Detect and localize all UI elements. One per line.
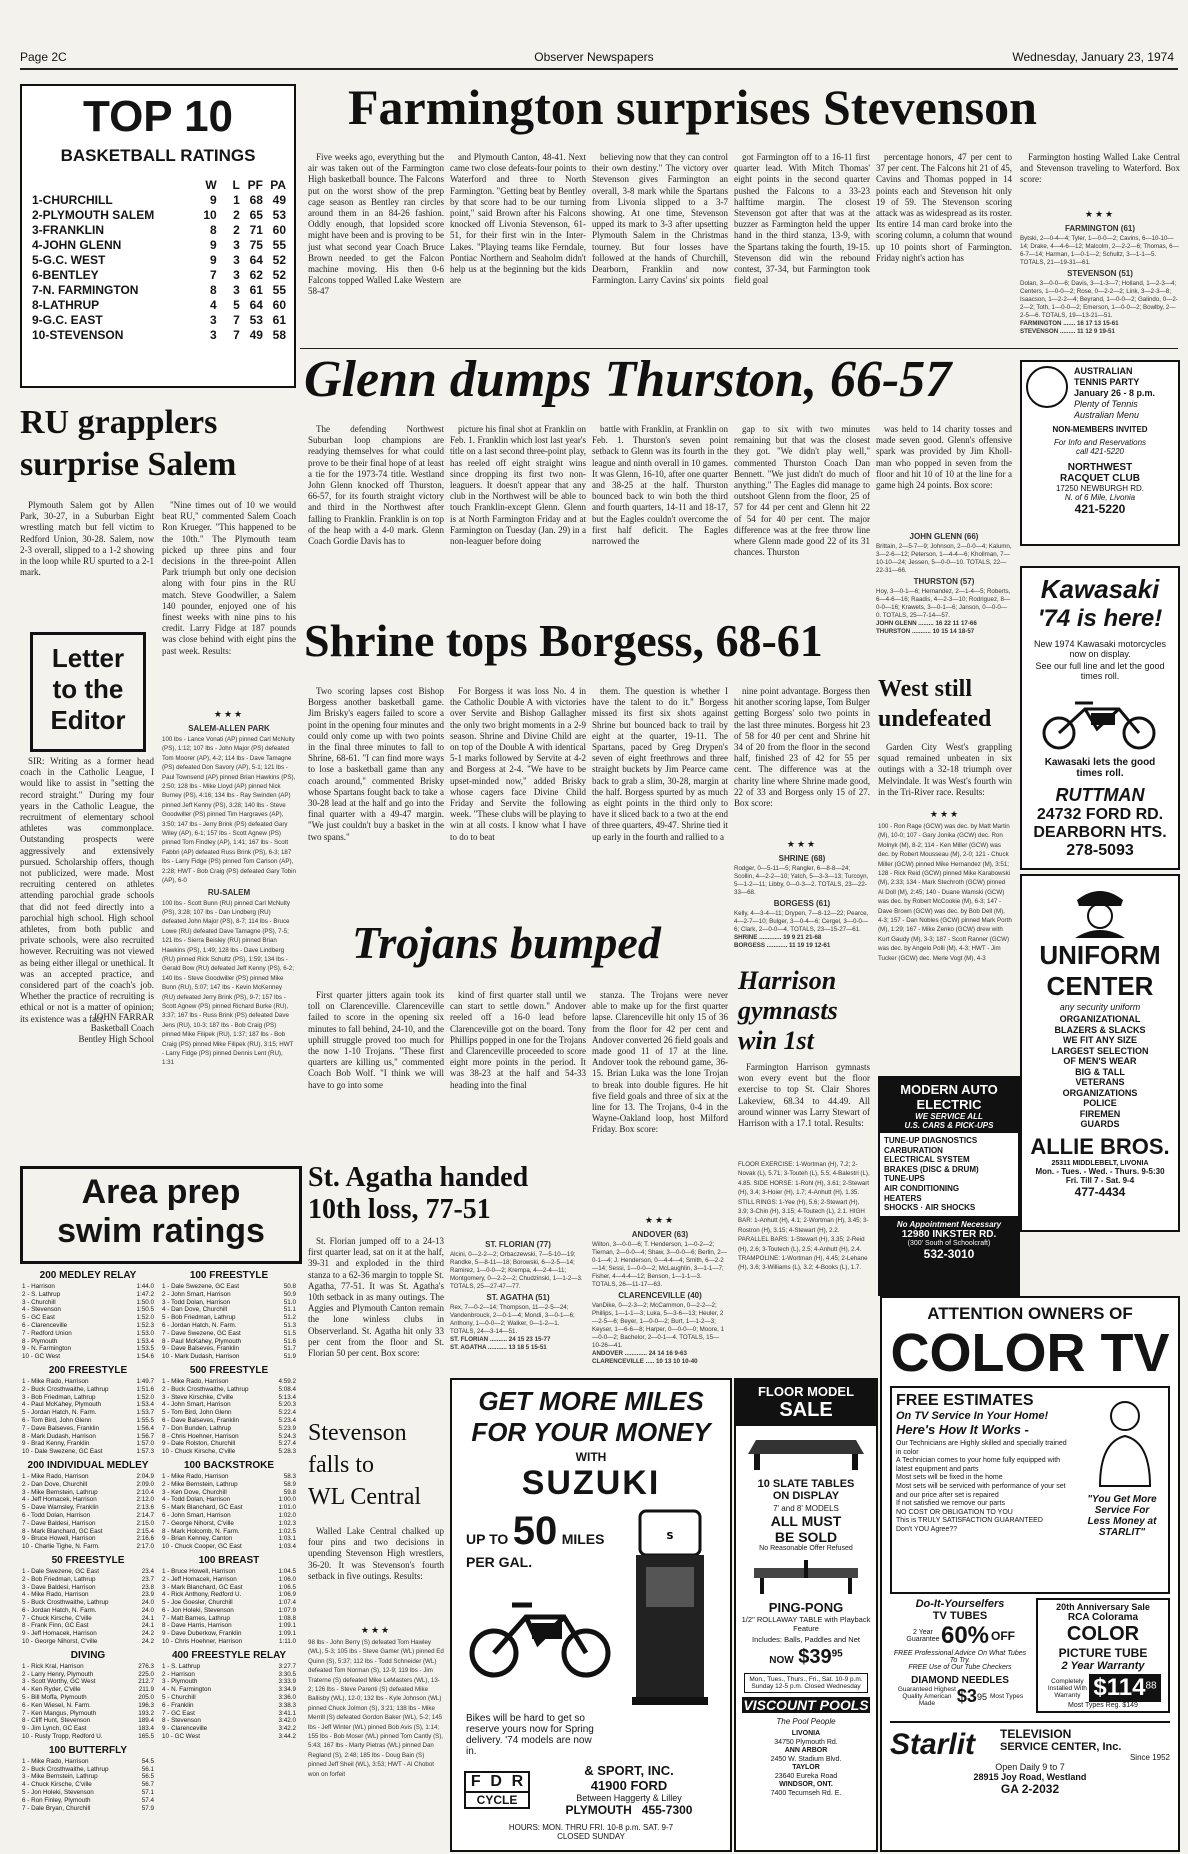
swim-rating-row: 8 - Mark Blanchard, GC East 2:15.4 — [22, 1527, 154, 1535]
swim-rating-row: 2 - Jeff Homacek, Harrison 1:06.0 — [162, 1575, 296, 1583]
swim-rating-row: 3 - Dave Baldesi, Harrison 23.8 — [22, 1583, 154, 1591]
separator-stars: ★★★ — [786, 840, 818, 850]
trojans-box-score: ANDOVER (63) Wilton, 3—0-0—6; T. Henderson, 1—0-2—2; Tiernan, 2—0-0—4; Shaw, 3—0-0—6; Berlin, 2—0-1—4; J. Henderson, 0—4-4—4; Smith, 6—2-2—14; Sessi, 1—0-0—2; McLaughlin, 3—1-1—7; Fisher, 4—4-4—12; Benson, 1—1-1—3. TOTALS, 26—11-17—63. CLARENCEVILLE (40) VanDike, 0—2-3—2; McCammon, 0—2-2—2; Phillips, 1—1-1—3; Luka, 5—3-6—13; Heuler, 2—2-5—6; Beyer, 1—0-0—2; Burt, 1—1-2—3; Keyser, 1—6-6—8; Harper, 0—0-0—0; Moore, 1—0-0—2; Bachelor, 2—0-1—4. TOTALS, 15—10-26—41. ANDOVER ............. 24 14 16 9-63 CLARENCEVILLE ..... 10 13 10 10-40 — [592, 1230, 727, 1365]
uniform-ad-item: OF MEN'S WEAR — [1063, 1056, 1137, 1066]
tv-service-point: A Technician comes to your home fully equipped with latest equipment and parts — [896, 1457, 1061, 1473]
swim-rating-row: 7 - Don Bunden, Lathrup 5:23.9 — [162, 1424, 296, 1432]
swim-rating-row: 10 - GC West 3:44.2 — [162, 1733, 296, 1741]
tv-service-point: This is TRULY SATISFACTION GUARANTEED — [896, 1517, 1043, 1525]
glenn-box-score: JOHN GLENN (66) Brittain, 2—5-7—9; Johnson, 2—0-0—4; Kalumn, 3—2-6—12; Peterson, 1—4-4—6; Khollman, 7—10-10—24; Jessen, 5—0-0—10. TOTALS, 22—22-31—66. THURSTON (57) Hoy, 3—0-1—6; Hernandez, 2—1-4—5; Roberts, 6—4-6—16; Raadis, 4—2-3—10; Rodriguez, 8—0-0—16; Krawets, 3—0-1—6; Janson, 0—0-0—0. TOTALS, 25—7-14—57. JOHN GLENN ......... 16 22 11 17-66 THURSTON ........... 10 15 14 18-57 — [876, 532, 1012, 635]
swim-rating-row: 1 - Mike Rado, Harrison 4:59.2 — [162, 1377, 296, 1385]
swim-rating-row: 2 - Buck Crosthwaithe, Lathrup 56.1 — [22, 1765, 154, 1773]
west-results: 100 - Ron Rage (GCW) was dec. by Matt Martin (M), 10-0; 107 - Gary Jonika (GCW) dec. Ron Molnyk (M), 8-2; 114 - Ken Miller (GCW) was dec. by Robert Mousseau (M), 2-0; 121 - Chuck Miller (GCW) pinned Mike Hernandez (M), 3:51; 128 - Rick Reid (GCW) pinned Mike Karabowski (M), 2:33; 134 - Mark Stechroth (GCW) pinned Al Doll (M), 2:45; 140 - Duane Wamski (GCW) was dec. by Robert McCookie (M), 6-3; 147 - Dave Brown (GCW) was dec. by Bob Dell (M), 4-3; 157 - Dan Nobles (GCW) pinned Mark Porth (M), 1:29; 167 - Mike Zenko (GCW) drew with Kurt Gaudy (M), 3-3; 187 - Scott Ranner (GCW) was dec. by Angelo Polli (M), 4-3; HWT - Jim Tucker (GCW) dec. Merle Vogt (M), 4-3 — [878, 823, 1012, 962]
swim-ratings-col-1: 200 MEDLEY RELAY 1 - Harrison 1:44.0 2 - S. Lathrup 1:47.2 3 - Churchill 1:50.0 4 - Stevenson 1:50.5 5 - GC East 1:52.0 6 - Clarenceville 1:52.3 7 - Redford Union 1:53.0 8 - Plymouth 1:53.4 9 - N. Farmington 1:53.5 10 - GC West 1:54.6 200 FREESTYLE 1 - Mike Rado, Harrison 1:49.7 2 - Buck Crosthwaithe, Lathrup 1:51.6 3 - Bob Friedman, Lathrup 1:52.0 4 - Paul McKahey, Plymouth 1:53.4 5 - Jordan Hatch, N. Farm. 1:53.7 6 - Tom Bird, John Glenn 1:55.5 7 - Dave Balseves, Franklin 1:56.4 8 - Mark Dudash, Harrison 1:56.7 9 - Brad Kenny, Franklin 1:57.0 10 - Dale Swezene, GC East 1:57.3 200 INDIVIDUAL MEDLEY 1 - Mike Rado, Harrison 2:04.9 2 - Dan Dove, Churchill 2:09.0 3 - Mike Bernstein, Lathrup 2:10.4 4 - Jeff Homacek, Harrison 2:12.0 5 - Dave Wamsley, Franklin 2:13.6 6 - Todd Dolan, Harrison 2:14.7 7 - Dave Baldesi, Harrison 2:15.0 8 - Mark Blanchard, GC East 2:15.4 9 - Bruce Howell, Harrison 2:16.6 10 - Charlie Tighe, N. Farm. 2:17.0 50 FREESTYLE 1 - Dale Swezene, GC East 23.4 2 - Bob Friedman, Lathrup 23.7 3 - Dave Baldesi, Harrison 23.8 4 - Mike Rado, Harrison 23.9 5 - Buck Crosthwaithe, Lathrup 24.0 6 - Jordan Hatch, N. Farm. 24.0 7 - Chuck Kirsche, C'ville 24.1 8 - Frank Finn, GC East 24.1 9 - Jeff Homacek, Harrison 24.2 10 - George Nihorst, C'ville 24.2 DIVING 1 - Rick Kral, Harrison 276.3 2 - Larry Henry, Plymouth 225.0 3 - Scott Worthy, GC West 212.7 4 - Ken Ryder, C'ville 211.9 5 - Bill Moffa, Plymouth 205.0 6 - Ken Wiesel, N. Farm. 196.3 7 - Ken Mangus, Plymouth 193.2 8 - Cliff Hunt, Stevenson 189.4 9 - Jim Lynch, GC East 183.4 10 - Rusty Tropp, Redford U. 165.5 100 BUTTERFLY 1 - Mike Rado, Harrison 54.5 2 - Buck Crosthwaithe, Lathrup 56.1 3 - Mike Bernstein, Lathrup 56.5 4 - Chuck Kirsche, C'ville 56.7 5 - Jon Holeki, Stevenson 57.1 6 - Ron Finley, Plymouth 57.4 7 - Dale Bryan, Churchill 57.9 — [22, 1270, 154, 1812]
uniform-ad-item: ORGANIZATIONS — [1062, 1087, 1138, 1098]
ru-headline-1: RU grapplers — [20, 404, 218, 441]
swim-rating-row: 1 - Mike Rado, Harrison 2:04.9 — [22, 1472, 154, 1480]
swim-rating-row: 9 - Jim Lynch, GC East 183.4 — [22, 1725, 154, 1733]
shrine-box-score: SHRINE (68) Rodger, 0—5-11—5; Rangler, 6—8-8—24; Scollin, 4—2-2—10; Yatch, 5—3-3—13; Turcoyn, 5—1-2—11; Libby, 0—0-3—2. TOTALS, 23—22-33—68. BORGESS (61) Kelly, 4—3-4—11; Drypen, 7—8-12—22; Pearce, 4—2-7—10; Bulger, 3—0-4—6; Cergel, 3—0-0—6; Clark, 2—0-0—4. TOTALS, 23—15-27—61. SHRINE ............. 19 9 21 21-68 BORGESS ............ 11 19 19 12-61 — [734, 854, 869, 949]
agatha-box-score: ST. FLORIAN (77) Alcini, 0—2-2—2; Orbaczewski, 7—5-10—19; Randke, 5—8-11—18; Borowski, 6—2-5—14; Ramirez, 1—0-0—2; Krempa, 4—2-4—11; Montgomery, 0—2-2—2; Chudzinski, 1—1-2—3. TOTALS, 25—27-47—77. ST. AGATHA (51) Rex, 7—0-2—14; Thompson, 11—2-5—24; Vandenbrouck, 2—0-1—4; Mondi, 3—0-1—6; Anthony, 1—0-0—2; Walker, 0—1-2—1. TOTALS, 24—3-14—51. ST. FLORIAN .......... 24 15 23 15-77 ST. AGATHA ........... 13 18 5 15-51 — [450, 1240, 583, 1351]
swim-rating-row: 4 - Todd Dolan, Harrison 1:00.0 — [162, 1496, 296, 1504]
tv-service-point: Our Technicians are Highly skilled and specially trained in color — [896, 1440, 1067, 1456]
uniform-ad-item: BLAZERS & SLACKS — [1054, 1024, 1146, 1035]
swim-rating-row: 6 - Tom Bird, John Glenn 1:55.5 — [22, 1416, 154, 1424]
swim-rating-row: 10 - Rusty Tropp, Redford U. 165.5 — [22, 1733, 154, 1741]
swim-rating-row: 9 - Bruce Howell, Harrison 2:16.6 — [22, 1535, 154, 1543]
swim-rating-row: 8 - Plymouth 1:53.4 — [22, 1337, 154, 1345]
glenn-headline: Glenn dumps Thurston, 66-57 — [304, 351, 952, 408]
modern-auto-service-item: TUNE-UPS — [884, 1174, 925, 1184]
swim-rating-row: 7 - Dave Swezene, GC East 51.5 — [162, 1329, 296, 1337]
swim-rating-row: 9 - Dale Rolston, Churchill 5:27.4 — [162, 1440, 296, 1448]
swim-rating-row: 8 - Mark Holcomb, N. Farm. 1:02.5 — [162, 1527, 296, 1535]
glenn-col-2: picture his final shot at Franklin on Feb. 1. Franklin which lost last year's title on a last second three-point play, has reeled off eight straight wins since dropping its first two non-leaguers. It doesn't appear that any club in the Northwest will be able to touch Franklin-except Glenn. Glenn is at North Farmington Friday and at Farmington on Tuesday (Jan. 29) in a non-leaguer before doing — [450, 424, 586, 547]
swim-rating-row: 7 - George Nihorst, C'ville 1:02.3 — [162, 1519, 296, 1527]
swim-rating-row: 6 - Dave Balseves, Franklin 5:23.4 — [162, 1416, 296, 1424]
letter-title-box: Letter to the Editor — [30, 632, 146, 752]
swim-rating-row: 5 - Churchill 3:36.0 — [162, 1694, 296, 1702]
swim-rating-row: 4 - Paul McKahey, Plymouth 1:53.4 — [22, 1401, 154, 1409]
color-tv-ad: ATTENTION OWNERS OF COLOR TV FREE ESTIMATES On TV Service In Your Home! Here's How It Works - Our Technicians are Highly skilled and specially trained in color A Technician comes to your home fully equipped with latest equipment and parts Most sets will be fixed in the home Most sets will be serviced with performance of your set and our price after set is repaired If not satisfied we remove our parts NO COST OR OBLIGATION TO YOU This is TRULY SATISFACTION GUARANTEED Don't YOU Agree?? "You Get More Service For Less Money at STARLIT" Do-It-Yourselfers TV TUBES 2 Year Guarantee 60% OFF FREE Professional Advice On What Tubes To Try. FREE Use of Our Tube Checkers DIAMOND NEEDLES Guaranteed Highest Quality American Made $3 95 Most Types 20th Anniversary Sale RCA Colorama COLOR PICTURE TUBE 2 Year Warranty Completely Installed With Warranty $\$114^{88}$ Most Types Reg. $149 Starlit TELEVISION SERVICE CENTER, Inc. Since 1952 Open Daily 9 to 7 28915 Joy Road, Westland GA 2-2032 — [880, 1296, 1180, 1852]
swim-rating-row: 7 - Dale Bryan, Churchill 57.9 — [22, 1804, 154, 1812]
ru-col-2: "Nine times out of 10 we would beat RU," commented Salem Coach Ron Krueger. "This happened to be the 10th." The Plymouth team picked up three pins and four decisions in the three-point Allen Park triumph but only one decision along with four pins in the RU match. Steve Goodwiller, a Salem 140 pounder, enjoyed one of his finest weeks with nine pins to his credit. Larry Fidge at 187 pounds was close behind with eight pins the past week. Results: — [162, 500, 296, 656]
uniform-center-ad: UNIFORM CENTER any security uniform ORGANIZATIONAL BLAZERS & SLACKS WE FIT ANY SIZE LARGEST SELECTION OF MEN'S WEAR BIG & TALL VETERANS ORGANIZATIONS POLICE FIREMEN GUARDS ALLIE BROS. 25311 MIDDLEBELT, LIVONIA Mon. - Tues. - Wed. - Thurs. 9-5:30 Fri. Till 7 - Sat. 9-4 477-4434 — [1020, 874, 1180, 1232]
tennis-party-ad: AUSTRALIAN TENNIS PARTY January 26 - 8 p.m. Plenty of Tennis Australian Menu NON-MEMBERS INVITED For Info and Reservations call 421-5220 NORTHWEST RACQUET CLUB 17250 NEWBURGH RD. N. of 6 Mile, Livonia 421-5220 — [1020, 360, 1180, 546]
top10-subtitle: BASKETBALL RATINGS — [60, 146, 256, 165]
top10-row: 8-LATHRUP 4 5 64 60 — [32, 298, 287, 312]
top10-row: 7-N. FARMINGTON 8 3 61 55 — [32, 283, 287, 297]
swim-rating-row: 2 - John Smart, Harrison 50.9 — [162, 1290, 296, 1298]
swim-rating-row: 3 - Scott Worthy, GC West 212.7 — [22, 1678, 154, 1686]
swim-rating-row: 2 - Buck Crosthwaithe, Lathrup 5:08.4 — [162, 1385, 296, 1393]
farmington-box-score: FARMINGTON (61) Bytski, 2—0-4—4; Tyler, 1—0-0—2; Cavins, 6—10-10—14; Drake, 4—4-6—12; Malcolm, 2—2-2—6; Thomas, 6—6-7—14; Harman, 1—0-1—2; Schultz, 3—1-1—5. TOTALS, 21—19-31—61. STEVENSON (51) Dolan, 3—0-0—6; Davis, 3—1-3—7; Holland, 1—2-3—4; Centers, 1—0-0—2; Rose, 0—2-2—2; Link, 3—2-3—8; Isaacson, 1—2-2—4; Beyrand, 1—0-0—2; Galindo, 0—2-2—2; Toth, 1—0-0—2; Emerson, 1—0-0—2; Bowlby, 2—2-5—6. TOTALS, 19—13-21—51. FARMINGTON ....... 16 17 13 15-61 STEVENSON ......... 11 12 9 19-51 — [1020, 224, 1179, 335]
top10-row: 9-G.C. EAST 3 7 53 61 — [32, 313, 287, 327]
swim-rating-row: 5 - Jordan Hatch, N. Farm. 1:53.7 — [22, 1409, 154, 1417]
swim-rating-row: 8 - Cliff Hunt, Stevenson 189.4 — [22, 1717, 154, 1725]
police-officer-illustration — [1065, 882, 1135, 938]
letter-body: SIR: Writing as a former head coach in the Catholic League, I would like to assist in "setting the record straight." During my four years in the Catholic League, the recruitment of elementary school athletes was commonplace. Outstanding prospects were aggressively and extensively pursued. Scholarship offers, though not publicized, were made. Most recruiting centered on athletes attending parochial grade schools that did not feed directly into a parochial high school. High school athletes, from both public and private schools, were also recruited however. Recruiting was not viewed as being either illegal or unethical. It was an accepted practice, and considered part of the coach's job. Whether the practice of recruiting is ethical or not is a matter of opinion; its existence was a fact. — [20, 756, 154, 1024]
modern-auto-electric-ad: MODERN AUTO ELECTRIC WE SERVICE ALL U.S. CARS & PICK-UPS TUNE-UP DIAGNOSTICS CARBURATION ELECTRICAL SYSTEM BRAKES (DISC & DRUM) TUNE-UPS AIR CONDITIONING HEATERS SHOCKS · AIR SHOCKS No Appointment Necessary 12980 INKSTER RD. (300' South of Schoolcraft) 532-3010 — [878, 1076, 1020, 1296]
separator-stars: ★★★ — [644, 1216, 676, 1226]
west-headline-1: West still — [878, 676, 972, 702]
swim-ratings-col-2: 100 FREESTYLE 1 - Dale Swezene, GC East 50.8 2 - John Smart, Harrison 50.9 3 - Todd Dolan, Harrison 51.0 4 - Dan Dove, Churchill 51.1 5 - Bob Friedman, Lathrup 51.2 6 - Jordan Hatch, N. Farm. 51.3 7 - Dave Swezene, GC East 51.5 8 - Paul McKahey, Plymouth 51.6 9 - Dave Balseves, Franklin 51.7 10 - Mark Dudash, Harrison 51.9 500 FREESTYLE 1 - Mike Rado, Harrison 4:59.2 2 - Buck Crosthwaithe, Lathrup 5:08.4 3 - Steve Kirschke, C'ville 5:13.4 4 - John Smart, Harrison 5:20.3 5 - Tom Bird, John Glenn 5:22.4 6 - Dave Balseves, Franklin 5:23.4 7 - Don Bunden, Lathrup 5:23.9 8 - Chris Hoehner, Harrison 5:24.3 9 - Dale Rolston, Churchill 5:27.4 10 - Chuck Kirsche, C'ville 5:28.3 100 BACKSTROKE 1 - Mike Rado, Harrison 58.3 2 - Mike Bernstein, Lathrup 58.9 3 - Ken Dove, Churchill 59.8 4 - Todd Dolan, Harrison 1:00.0 5 - Mark Blanchard, GC East 1:01.0 6 - John Smart, Harrison 1:02.0 7 - George Nihorst, C'ville 1:02.3 8 - Mark Holcomb, N. Farm. 1:02.5 9 - Brian Kenney, Canton 1:03.1 10 - Chuck Cooper, GC East 1:03.4 100 BREAST 1 - Bruce Howell, Harrison 1:04.5 2 - Jeff Homacek, Harrison 1:06.0 3 - Mark Blanchard, GC East 1:06.5 4 - Rick Anthony, Redford U. 1:06.9 5 - Joe Goesler, Churchill 1:07.4 6 - Jon Holeki, Stevenson 1:07.9 7 - Matt Barnes, Lathrup 1:08.8 8 - Dave Harris, Harrison 1:09.1 9 - Dave Duberkow, Franklin 1:09.1 10 - Chris Hoehner, Harrison 1:11.0 400 FREESTYLE RELAY 1 - S. Lathrup 3:27.7 2 - Harrison 3:30.5 3 - Plymouth 3:33.9 4 - N. Farmington 3:34.9 5 - Churchill 3:36.0 6 - Franklin 3:38.3 7 - GC East 3:41.1 8 - Stevenson 3:42.0 9 - Clarenceville 3:42.2 10 - GC West 3:44.2 — [162, 1270, 296, 1741]
swim-title-box: Area prep swim ratings — [20, 1166, 302, 1264]
swim-rating-row: 6 - Clarenceville 1:52.3 — [22, 1321, 154, 1329]
swim-rating-row: 10 - Dale Swezene, GC East 1:57.3 — [22, 1448, 154, 1456]
swim-rating-row: 4 - Mike Rado, Harrison 23.9 — [22, 1591, 154, 1599]
ru-headline-2: surprise Salem — [20, 446, 237, 483]
newspaper-name: Observer Newspapers — [534, 50, 654, 64]
separator-stars: ★★★ — [213, 710, 245, 720]
tv-service-point: NO COST OR OBLIGATION TO YOU — [896, 1508, 1013, 1516]
top10-row: 4-JOHN GLENN 9 3 75 55 — [32, 238, 287, 252]
shrine-col-4: nine point advantage. Borgess then hit another scoring lapse, Tom Bulger getting Borgess' solo two points in the last three minutes. Borgess hit 23 of 58 for 40 per cent and Shrine hit 34 of 20 from the floor in the second half, finished 23 of 42 for 55 per cent. The difference was at the charity line where Shrine made good, 22 of 33 and Borgess only 15 of 27. Box score: — [734, 686, 870, 809]
trojans-col-2: kind of first quarter stall until we can start to settle down." Andover reeled off a 16-0 lead before Clarenceville got on the board. Tony Phillips popped in one for the Trojans and Clarenceville proceeded to score eight more points in the period. It was 38-23 at the half and 54-33 heading into the final — [450, 990, 587, 1090]
top10-row: 2-PLYMOUTH SALEM 10 2 65 53 — [32, 208, 287, 222]
swim-rating-row: 1 - Mike Rado, Harrison 54.5 — [22, 1757, 154, 1765]
swim-rating-row: 1 - Mike Rado, Harrison 58.3 — [162, 1472, 296, 1480]
swim-rating-row: 9 - N. Farmington 1:53.5 — [22, 1345, 154, 1353]
agatha-body: St. Florian jumped off to a 24-13 first quarter lead, sat on it at the half, 39-31 and exploded in the third stanza to a 62-36 margin to topple St. Agatha, 77-51. It was St. Agatha's 10th setback in as many outings. The Aggies and Plymouth Canton remain the lone winless clubs in Observerland. St. Agatha hit only 33 per cent from the floor and St. Florian 50 per cent. Box score: — [308, 1236, 444, 1359]
swim-rating-row: 3 - Todd Dolan, Harrison 51.0 — [162, 1298, 296, 1306]
ping-pong-illustration — [746, 1556, 866, 1596]
swim-rating-row: 5 - Jon Holeki, Stevenson 57.1 — [22, 1789, 154, 1797]
agatha-headline-2: 10th loss, 77-51 — [308, 1194, 491, 1225]
modern-auto-service-item: BRAKES (DISC & DRUM) — [884, 1164, 979, 1174]
modern-auto-service-item: SHOCKS · AIR SHOCKS — [884, 1203, 976, 1213]
swim-rating-row: 5 - Joe Goesler, Churchill 1:07.4 — [162, 1599, 296, 1607]
trojans-col-3: stanza. The Trojans were never able to make up for the first quarter lapse. Clarenceville hit only 15 of 36 from the floor for 42 per cent and Andover converted 26 field goals and made good 11 of 17 at the line. Andover took the rebound game, 36-15. Brian Luka was the lone Trojan to break into double figures. He hit five field goals and three of six at the line for 13. The Trojans, 0-4 in the Wayne-Oakland loop, host Milford Friday. Box score: — [592, 990, 728, 1135]
swim-rating-row: 9 - Dave Balseves, Franklin 51.7 — [162, 1345, 296, 1353]
swim-rating-row: 6 - Jordan Hatch, N. Farm. 51.3 — [162, 1321, 296, 1329]
uniform-ad-item: ORGANIZATIONAL — [1059, 1014, 1141, 1024]
top10-row: 3-FRANKLIN 8 2 71 60 — [32, 223, 287, 237]
kawasaki-ad: Kawasaki '74 is here! New 1974 Kawasaki motorcycles now on display. See our full line and let the good times roll. Kawasaki lets the good times roll. RUTTMAN 24732 FORD RD. DEARBORN HTS. 278-5093 — [1020, 566, 1180, 870]
swim-rating-row: 9 - Dave Duberkow, Franklin 1:09.1 — [162, 1630, 296, 1638]
swim-rating-row: 10 - Mark Dudash, Harrison 51.9 — [162, 1353, 296, 1361]
glenn-col-1: The defending Northwest Suburban loop champions are readying themselves for what could prove to be their final hope of at least a tie for the 1973-74 title. Westland John Glenn knocked off Thurston, 66-57, for its fourth straight victory and third in the Northwest after falling to Franklin. Franklin is on top of the heap with a 4-0 mark. Glenn Coach Gordie Davis has to — [308, 424, 444, 547]
swim-rating-row: 9 - Clarenceville 3:42.2 — [162, 1725, 296, 1733]
swim-rating-row: 6 - Jon Holeki, Stevenson 1:07.9 — [162, 1606, 296, 1614]
modern-auto-service-item: ELECTRICAL SYSTEM — [884, 1155, 970, 1165]
swim-rating-row: 5 - Bill Moffa, Plymouth 205.0 — [22, 1694, 154, 1702]
farmington-col-4: got Farmington off to a 16-11 first quarter lead. With Mitch Thomas' eight points in the second quarter pushed the Falcons to a 33-23 halftime margin. The closest Stevenson got after that was at the buzzer as Farmington held the upper hand in the third stanza, 13-9, with the Spartans taking the fourth, 19-15. Stevenson did win the rebound contest, 37-34, but Farmington took field goal — [734, 152, 870, 286]
motorcycle-illustration — [1035, 687, 1165, 751]
shrine-col-2: For Borgess it was loss No. 4 in the Catholic Double A with victories over Servite and Bishop Gallagher the only two bright moments in a 2-9 season. Shrine and Divine Child are on top of the Double A with identical 5-1 marks followed by Servite at 4-2 and Borgess at 2-4. "We have to be upset-minded now," added Brisky whose cagers face Divine Child Friday and Servite the following week. "These clubs will be playing to win at all costs. I know what I have to do to beat — [450, 686, 586, 842]
swim-rating-row: 2 - Dan Dove, Churchill 2:09.0 — [22, 1480, 154, 1488]
modern-auto-service-item: HEATERS — [884, 1193, 922, 1203]
harrison-headline-2: gymnasts — [738, 996, 838, 1025]
top10-box — [20, 84, 296, 388]
swim-rating-row: 6 - John Smart, Harrison 1:02.0 — [162, 1511, 296, 1519]
svg-text:S: S — [666, 1531, 674, 1542]
swim-rating-row: 4 - John Smart, Harrison 5:20.3 — [162, 1401, 296, 1409]
west-body: Garden City West's grappling squad remained unbeaten in six outings with a 32-18 triumph over Melvindale. It was West's fourth win in the Tri-River race. Results: — [878, 742, 1012, 797]
letter-signature: JOHN FARRAR Basketball Coach Bentley High School — [78, 1012, 154, 1045]
swim-rating-row: 7 - Dave Balseves, Franklin 1:56.4 — [22, 1424, 154, 1432]
swim-rating-row: 5 - Buck Crosthwaithe, Lathrup 24.0 — [22, 1599, 154, 1607]
swim-rating-row: 8 - Paul McKahey, Plymouth 51.6 — [162, 1337, 296, 1345]
tennis-logo — [1026, 366, 1068, 408]
swim-rating-row: 2 - Larry Henry, Plymouth 225.0 — [22, 1670, 154, 1678]
tv-service-point: If not satisfied we remove our parts — [896, 1500, 1005, 1508]
swim-rating-row: 10 - Chuck Kirsche, C'ville 5:28.3 — [162, 1448, 296, 1456]
swim-rating-row: 2 - Mike Bernstein, Lathrup 58.9 — [162, 1480, 296, 1488]
swim-rating-row: 2 - S. Lathrup 1:47.2 — [22, 1290, 154, 1298]
swim-rating-row: 5 - Mark Blanchard, GC East 1:01.0 — [162, 1504, 296, 1512]
separator-stars: ★★★ — [1084, 210, 1116, 220]
trojans-col-1: First quarter jitters again took its toll on Clarenceville. Clarenceville failed to score in the opening six minutes to fall behind, 24-10, and the uphill struggle proved too much for the now 1-10 Trojans. "These first quarters are killing us," commented Coach Bob Wolf. "I think we will have to go into some — [308, 990, 444, 1090]
uniform-ad-item: WE FIT ANY SIZE — [1062, 1035, 1137, 1045]
swim-rating-row: 10 - Chuck Cooper, GC East 1:03.4 — [162, 1543, 296, 1551]
steven-headline-2: falls to — [308, 1452, 374, 1478]
swim-rating-row: 7 - GC East 3:41.1 — [162, 1709, 296, 1717]
swim-rating-row: 3 - Ken Dove, Churchill 59.8 — [162, 1488, 296, 1496]
swim-rating-row: 10 - George Nihorst, C'ville 24.2 — [22, 1638, 154, 1646]
swim-rating-row: 5 - Bob Friedman, Lathrup 51.2 — [162, 1314, 296, 1322]
swim-rating-row: 8 - Dave Harris, Harrison 1:09.1 — [162, 1622, 296, 1630]
farmington-col-2: and Plymouth Canton, 48-41. Next came two close defeats-four points to Waterford and three to North Farmington. "Getting beat by Bentley by that score had to be our turning point," said Brown after his Falcons knocked off Livonia Stevenson, 61-51, for their first win in the Inter-Lakes. "Playing teams like Ferndale, Pontiac Northern and Seaholm didn't help us at the beginning but the kids are — [450, 152, 586, 286]
swim-rating-row: 1 - Mike Rado, Harrison 1:49.7 — [22, 1377, 154, 1385]
swim-rating-row: 8 - Stevenson 3:42.0 — [162, 1717, 296, 1725]
harrison-results: FLOOR EXERCISE: 1-Wortman (H), 7.2; 2-Novak (L), 5.71; 3-Touteh (L), 5.5; 4-Balestri (L), 4.85. SIDE HORSE: 1-Rohl (H), 3.61; 2-Stewart (H), 3.4; 3-Hoier (H), 1.7; 4-Anhutt (H), 1.35. STILL RINGS: 1-Yee (H), 5.6; 2-Stewart (H), 3.9; 3-Chin (H), 3.15; 4-Toutech (L), 2.1. HIGH BAR: 1-Anhutt (H), 4.1; 2-Wortman (H), 3.45; 3-Rostron (H), 3.15; 4-Stewart (H), 2.2. PARALLEL BARS: 1-Stewart (H), 3.35; 2-Reid (H), 2.6; 3-Toutech (L), 2.5; 4-Anhutt (H), 2.4. TRAMPOLINE: 1-Wortman (H), 4.45; 2-Lehane (H), 3.6; 3-Williams (L), 3.2; 4-Books (L), 1.7. — [738, 1161, 870, 1272]
swim-rating-row: 3 - Steve Kirschke, C'ville 5:13.4 — [162, 1393, 296, 1401]
swim-rating-row: 10 - Charlie Tighe, N. Farm. 2:17.0 — [22, 1543, 154, 1551]
swim-rating-row: 7 - Redford Union 1:53.0 — [22, 1329, 154, 1337]
top10-row: 6-BENTLEY 7 3 62 52 — [32, 268, 287, 282]
steven-results: 98 lbs - John Berry (S) defeated Tom Hawley (WL), 5-3; 105 lbs - Steve Gamer (WL) pinned Ed Quinn (S), 5:37; 112 lbs - Todd Schneider (WL) defeated Tom Norman (S), 12-9; 119 lbs - Jim Traterne (S) defeated Mike LeMasters (WL), 13-2; 126 lbs - Steve Parenti (S) defeated Mike Ballisby (WL), 12-0; 132 lbs - Kyle Johnson (WL) pinned Chuck Jolmon (S), 3:21; 138 lbs - Mike Merrill (S) defeated Gordon Baker (WL), 5-2; 145 lbs - Jeff Winter (WL) pinned Bob Avis (S), 1:14; 155 lbs - Bob Moser (WL) pinned Tom Cantly (S), 5:43; 167 lbs - Marty Pietras (WL) pinned Dan Regland (S), 2:48; 185 lbs - Doug Bain (S) pinned Jeff Sheil (WL), 3:53; HWT - Al Chobot won on forfeit — [308, 1639, 444, 1778]
modern-auto-service-item: CARBURATION — [884, 1145, 943, 1155]
swim-rating-row: 1 - Dale Swezene, GC East 50.8 — [162, 1283, 296, 1290]
swim-rating-row: 10 - GC West 1:54.6 — [22, 1353, 154, 1361]
swim-rating-row: 6 - Todd Dolan, Harrison 2:14.7 — [22, 1511, 154, 1519]
glenn-col-5: was held to 14 charity tosses and made seven good. Glenn's offensive spark was provided by Jim Kholl-man who popped in seven from the floor and hit 10 of 10 at the line for a game high 24 points. Box score: — [876, 424, 1012, 491]
swim-rating-row: 4 - Rick Anthony, Redford U. 1:06.9 — [162, 1591, 296, 1599]
shrine-headline: Shrine tops Borgess, 68-61 — [304, 615, 823, 666]
pool-table-illustration — [746, 1432, 866, 1472]
swim-rating-row: 8 - Chris Hoehner, Harrison 5:24.3 — [162, 1432, 296, 1440]
swim-rating-row: 4 - N. Farmington 3:34.9 — [162, 1686, 296, 1694]
uniform-ad-item: GUARDS — [1080, 1119, 1120, 1129]
swim-rating-row: 1 - Rick Kral, Harrison 276.3 — [22, 1662, 154, 1670]
modern-auto-service-item: TUNE-UP DIAGNOSTICS — [884, 1136, 978, 1145]
uniform-ad-item: BIG & TALL — [1075, 1066, 1125, 1077]
shrine-col-1: Two scoring lapses cost Bishop Borgess another basketball game. Jim Brisky's eagers failed to score a point in the opening four minutes and could only come up with two points in the final three minutes to fall to Shrine, 68-61. "I can find more ways to lose a basketball game than any coach around," commented Brisky whose Spartans fought back to take a 30-28 lead at the half and go into the final quarter with a 49-47 margin. "We just couldn't buy a basket in the two spans." — [308, 686, 444, 842]
swim-rating-row: 9 - Brian Kenney, Canton 1:03.1 — [162, 1535, 296, 1543]
swim-rating-row: 9 - Brad Kenny, Franklin 1:57.0 — [22, 1440, 154, 1448]
harrison-body: Farmington Harrison gymnasts won every event but the floor exercise to top St. Clair Shores Lakeview, 68.34 to 44.49. All around winner was Larry Stewart of Harrison with a 17.1 total. Results: — [738, 1062, 870, 1129]
top10-row: 10-STEVENSON 3 7 49 58 — [32, 328, 287, 342]
floor-model-sale-ad: FLOOR MODEL SALE 10 SLATE TABLES ON DISPLAY 7' and 8' MODELS ALL MUST BE SOLD No Reasonable Offer Refused PING-PONG 1/2" ROLLAWAY TABLE with Playback Feature Includes: Balls, Paddles and Net NOW $\$39^{95}$ Mon., Tues., Thurs., Fri., Sat. 10-9 p.m. Sunday 12-5 p.m. Closed Wednesday VISCOUNT POOLS The Pool People LIVONIA 34750 Plymouth Rd. ANN ARBOR 2450 W. Stadium Blvd. TAYLOR 23640 Eureka Road WINDSOR, ONT. 7400 Tecumseh Rd. E. — [734, 1378, 878, 1852]
swim-rating-row: 4 - Stevenson 1:50.5 — [22, 1306, 154, 1314]
swim-rating-row: 4 - Chuck Kirsche, C'ville 56.7 — [22, 1781, 154, 1789]
steven-body: Walled Lake Central chalked up four pins and two decisions in upending Stevenson High wrestlers, 36-20. It was Stevenson's fourth setback in five outings. Results: — [308, 1526, 444, 1581]
swim-rating-row: 7 - Ken Mangus, Plymouth 193.2 — [22, 1709, 154, 1717]
swim-rating-row: 7 - Matt Barnes, Lathrup 1:08.8 — [162, 1614, 296, 1622]
swim-rating-row: 5 - Tom Bird, John Glenn 5:22.4 — [162, 1409, 296, 1417]
swim-rating-row: 4 - Ken Ryder, C'ville 211.9 — [22, 1686, 154, 1694]
uniform-ad-item: FIREMEN — [1079, 1108, 1121, 1119]
issue-date: Wednesday, January 23, 1974 — [1012, 50, 1174, 64]
agatha-headline-1: St. Agatha handed — [308, 1162, 529, 1193]
gas-pump-illustration — [626, 1507, 716, 1712]
page-number: Page 2C — [20, 50, 67, 64]
glenn-col-3: battle with Franklin, at Franklin on Feb. 1. Thurston's seven point setback to Glenn was its fourth in the league and ninth overall in 10 games. It was Glenn, 16-10, after one quarter and 38-25 at the half. Thurston bounced back to win both the third and fourth quarters, 14-11 and 18-17, but the Eagles couldn't overcome the first half deficit. The Eagles narrowed the — [592, 424, 728, 547]
swim-rating-row: 5 - GC East 1:52.0 — [22, 1314, 154, 1322]
farmington-col-3: believing now that they can control their own destiny." The victory over Stevenson gives Farmington an overall, 3-8 mark while the Spartans from Livonia slipped to a 3-7 showing. At one time, Stevenson upped its mark to 3-3 after upsetting Plymouth Salem in the Christmas tourney. But four losses have followed at the hands of Churchill, Dearborn, Franklin and now Farmington. Larry Cavins' six points — [592, 152, 728, 286]
swim-rating-row: 5 - Dave Wamsley, Franklin 2:13.6 — [22, 1504, 154, 1512]
uniform-ad-item: POLICE — [1083, 1098, 1117, 1108]
swim-rating-row: 3 - Churchill 1:50.0 — [22, 1298, 154, 1306]
swim-rating-row: 3 - Mark Blanchard, GC East 1:06.5 — [162, 1583, 296, 1591]
ru-col-1: Plymouth Salem got by Allen Park, 30-27, in a Suburban Eight wrestling match but fell victim to Redford Union, 30-28. Salem, now 2-3 overall, slipped to a 1-2 showing in the loop while RU spurted to a 2-1 mark. — [20, 500, 154, 578]
west-headline-2: undefeated — [878, 706, 992, 732]
tv-service-point: Most sets will be serviced with performance of your set and our price after set is repaired — [896, 1482, 1066, 1499]
top10-row: 5-G.C. WEST 9 3 64 52 — [32, 253, 287, 267]
top10-row: 1-CHURCHILL 9 1 68 49 — [32, 193, 287, 207]
swim-rating-row: 9 - Jeff Homacek, Harrison 24.2 — [22, 1630, 154, 1638]
tv-service-point: Don't YOU Agree?? — [896, 1525, 958, 1533]
swim-rating-row: 3 - Plymouth 3:33.9 — [162, 1678, 296, 1686]
top10-title: TOP 10 — [82, 92, 234, 141]
swim-rating-row: 6 - Ken Wiesel, N. Farm. 196.3 — [22, 1701, 154, 1709]
fdr-cycle-logo: F D R CYCLE — [464, 1771, 530, 1809]
swim-rating-row: 1 - Harrison 1:44.0 — [22, 1283, 154, 1290]
swim-rating-row: 7 - Chuck Kirsche, C'ville 24.1 — [22, 1614, 154, 1622]
swim-rating-row: 8 - Mark Dudash, Harrison 1:56.7 — [22, 1432, 154, 1440]
swim-rating-row: 1 - Dale Swezene, GC East 23.4 — [22, 1567, 154, 1575]
swim-rating-row: 4 - Dan Dove, Churchill 51.1 — [162, 1306, 296, 1314]
separator-stars: ★★★ — [360, 1626, 392, 1636]
top10-column-headers: W L PF PA — [205, 178, 287, 192]
farmington-col-6: Farmington hosting Walled Lake Central and Stevenson traveling to Waterford. Box score: — [1020, 152, 1180, 185]
swim-rating-row: 1 - Bruce Howell, Harrison 1:04.5 — [162, 1567, 296, 1575]
swim-rating-row: 3 - Bob Friedman, Lathrup 1:52.0 — [22, 1393, 154, 1401]
swim-rating-row: 3 - Mike Bernstein, Lathrup 2:10.4 — [22, 1488, 154, 1496]
farmington-headline: Farmington surprises Stevenson — [348, 79, 1037, 135]
swim-rating-row: 3 - Mike Bernstein, Lathrup 56.5 — [22, 1773, 154, 1781]
swim-rating-row: 2 - Bob Friedman, Lathrup 23.7 — [22, 1575, 154, 1583]
tv-service-point: Most sets will be fixed in the home — [896, 1474, 1003, 1482]
swim-rating-row: 6 - Jordan Hatch, N. Farm. 24.0 — [22, 1606, 154, 1614]
swim-rating-row: 7 - Dave Baldesi, Harrison 2:15.0 — [22, 1519, 154, 1527]
swim-rating-row: 1 - S. Lathrup 3:27.7 — [162, 1662, 296, 1670]
swim-rating-row: 6 - Franklin 3:38.3 — [162, 1701, 296, 1709]
farmington-col-5: percentage honors, 47 per cent to 37 per cent. The Falcons hit 21 of 45, Cavins and Thomas popped in 14 points each and Stevenson hit only 19 of 59. The Stevenson scoring attack was as widespread as its roster. Its entire 14 man card broke into the scoring column, a column that wound up 10 points short of Farmington. Friday night's action has — [876, 152, 1012, 263]
technician-illustration — [1090, 1396, 1160, 1491]
swim-rating-row: 8 - Frank Finn, GC East 24.1 — [22, 1622, 154, 1630]
swim-rating-row: 2 - Buck Crosthwaithe, Lathrup 1:51.6 — [22, 1385, 154, 1393]
uniform-ad-item: LARGEST SELECTION — [1051, 1045, 1149, 1056]
swim-rating-row: 4 - Jeff Homacek, Harrison 2:12.0 — [22, 1496, 154, 1504]
harrison-headline-3: win 1st — [738, 1026, 814, 1055]
modern-auto-service-item: AIR CONDITIONING — [884, 1183, 960, 1193]
shrine-col-3: them. The question is whether I have the talent to do it." Borgess missed its first six shots against Shrine but bounced back to trail by eight at the quarter, 19-11. The Spartans, paced by Greg Drypen's seven of eight freethrows and three straight buckets by Jim Pearce came back to grab a slim, 30-28, margin at the half. Borgess spurted by as much as eight points in the third only to have it sliced back to a two at the end of three quarters, 49-47. Shrine tied it up early in the fourth and rallied to a — [592, 686, 728, 842]
swim-rating-row: 6 - Ron Finley, Plymouth 57.4 — [22, 1796, 154, 1804]
farmington-col-1: Five weeks ago, everything but the air was taken out of the Farmington High basketball bounce. The Falcons put on the worst show of the prep cage season as Bentley ran circles around them in an 84-26 fashion. Oddly enough, that lopsided score might have been and is proving to be just what second year Coach Bruce Brown needed to get the Falcon machine moving. His then 0-6 Falcons topped Walled Lake Western 58-47 — [308, 152, 444, 297]
swim-rating-row: 2 - Harrison 3:30.5 — [162, 1670, 296, 1678]
swim-rating-row: 10 - Chris Hoehner, Harrison 1:11.0 — [162, 1638, 296, 1646]
uniform-ad-item: VETERANS — [1075, 1077, 1125, 1087]
steven-headline-1: Stevenson — [308, 1420, 407, 1446]
motorcycle-illustration — [466, 1583, 616, 1684]
glenn-col-4: gap to six with two minutes remaining but that was the closest they got. "We didn't play well," commented Thurston Coach Dan Bennett. "We just didn't do much of anything." The Eagles did manage to outshoot Glenn from the floor, 25 of 57 for 44 per cent and Glenn hit 22 of 54 for 40 per cent. The major difference was at the free throw line where Glenn made good 22 of its 31 chances. Thurston — [734, 424, 870, 558]
suzuki-ad: GET MORE MILES FOR YOUR MONEY WITH SUZUKI UP TO 50 MILES PER GAL. S Bikes will be hard to get so reserve yours now for Spring delivery. '74 models are now in. F D R CYCLE & SPORT, INC. 41900 FORD Between Haggerty & Lilley PLYMOUTH 455-7300 HOURS: MON. THRU FRI. 10-8 p.m. SAT. 9-7 CLOSED SUNDAY — [450, 1378, 732, 1852]
separator-stars: ★★★ — [929, 810, 961, 820]
harrison-headline-1: Harrison — [738, 966, 837, 995]
ru-results: SALEM-ALLEN PARK 100 lbs - Lance Vonati (AP) pinned Carl McNulty (PS), 1:12; 107 lbs - John Major (PS) defeated Tom Moorer (AP), 4-2; 114 lbs - Dave Tamagne (PS) defeated Don Savory (AP), 5-1; 121 lbs - Paul Townsend (AP) pinned Brian Hawkins (PS), 2:50; 128 lbs - Mike Lloyd (AP) pinned Nick Burney (PS), 4:16; 134 lbs - Ray Swinden (AP) pinned Jeff Kenny (PS), 3:28; 140 lbs - Steve Goodwiller (PS) pinned Tim Hargraves (AP), 3:50; 147 lbs - Jerry Brink (PS) defeated Gary Wiley (AP), 6-1; 157 lbs - Scott Agnew (PS) pinned Tom Findley (AP), 1:41; 167 lbs - Scott Fabbri (AP) defeated Russ Brink (PS), 6-3; 187 lbs - Larry Fidge (PS) pinned Tom Carlson (AP), 2:28; HWT - Bob Craig (PS) defeated Gary Tobin (AP), 6-0 RU-SALEM 100 lbs - Scott Bunn (RU) pinned Carl McNulty (PS), 3:28; 107 lbs - Dan Lindberg (RU) defeated John Major (PS), 8-7; 114 lbs - Bruce Lowe (RU) defeated Dave Tamagne (PS), 7-5; 121 lbs - Sierra Beisley (RU) pinned Brian Hawkins (PS), 1:49; 128 lbs - Dave Lindberg (RU) pinned Rick Schultz (PS), 1:59; 134 lbs - Gerald Bow (RU) defeated Jeff Kenny (PS), 6-2; 140 lbs - Steve Goodwiller (PS) pinned Mike Bunn (RU), 5:07; 147 lbs - Kevin McKenney (RU) defeated Jerry Brink (PS), 9-7; 157 lbs - Scott Agnew (PS) pinned Richard Burke (RU), 3:37; 167 lbs - Russ Brink (PS) defeated Dave Jens (RU), 10-3; 187 lbs - Bob Craig (PS) pinned Mike Filipek (RU), 1:37; 187 lbs - Bob Craig (PS) pinned Mike Filipek (RU), 3:15; HWT - Larry Fidge (PS) pinned Dennis Lent (RU), 1:31 — [162, 724, 296, 1067]
trojans-headline: Trojans bumped — [352, 917, 661, 968]
steven-headline-3: WL Central — [308, 1484, 422, 1510]
